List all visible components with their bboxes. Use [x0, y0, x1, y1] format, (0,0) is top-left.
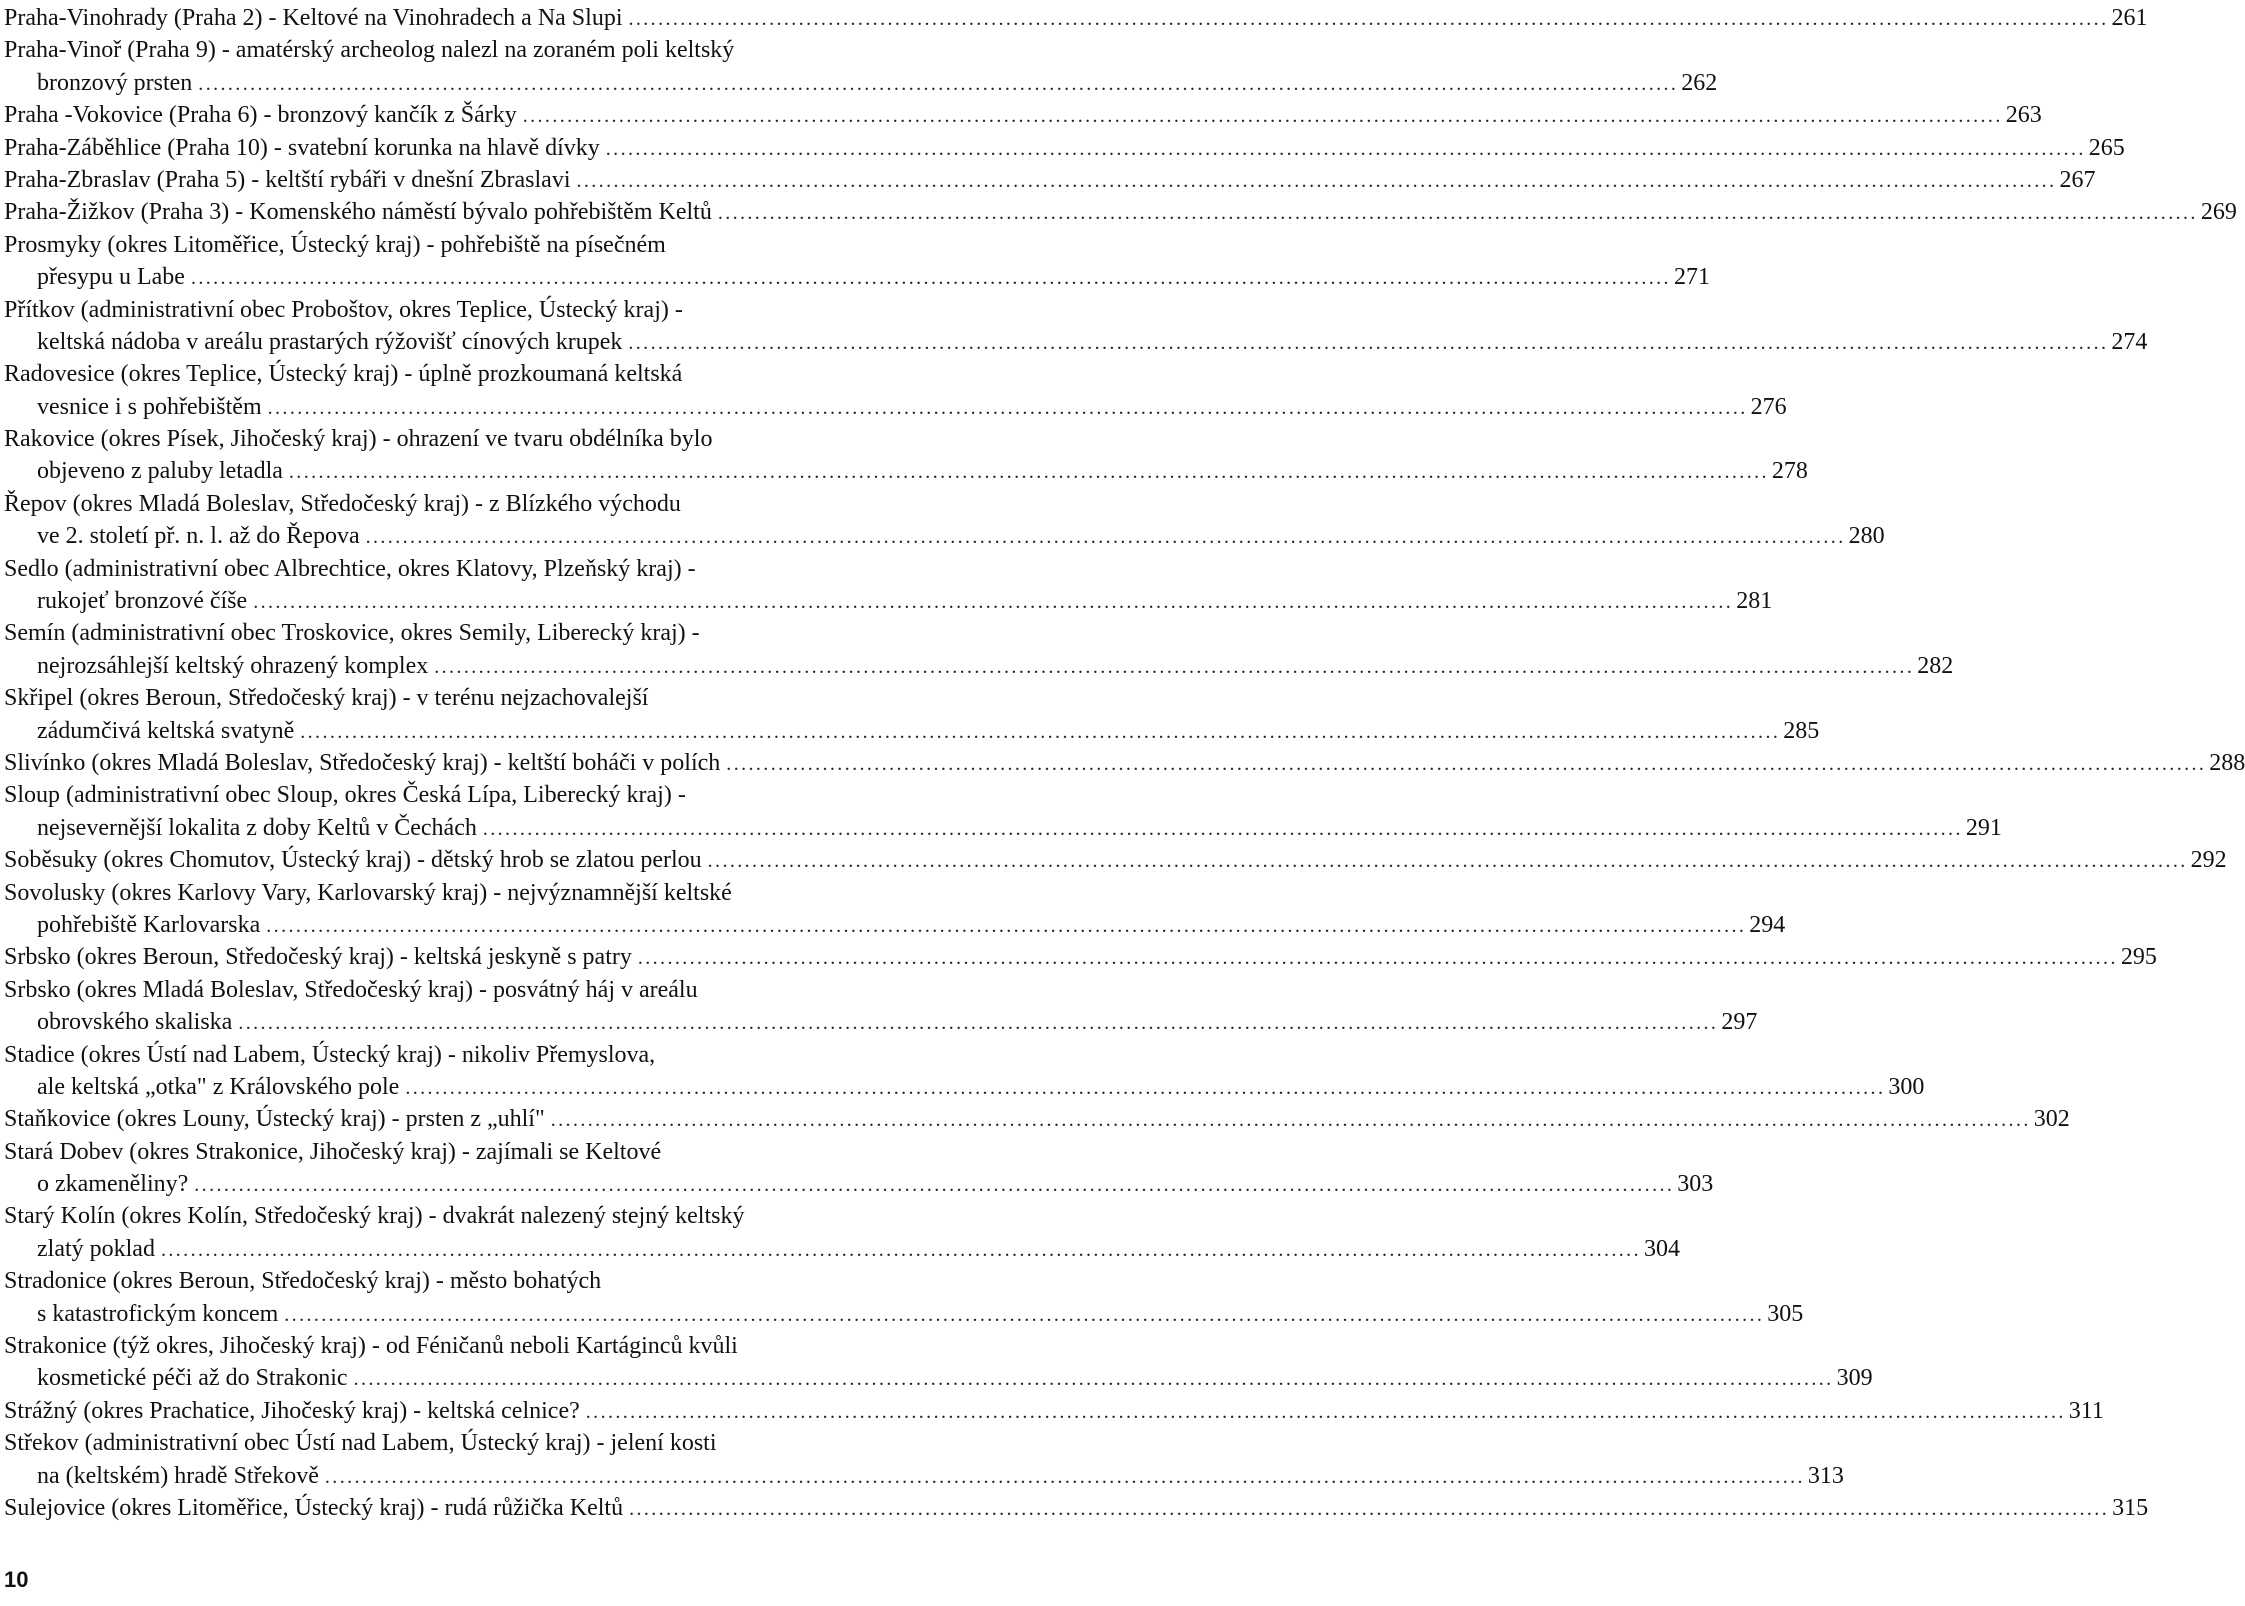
toc-entry [4, 779, 2002, 844]
toc-entry-line [4, 34, 936, 66]
dot-leader: ........................................................................................................................................................................................................ [266, 914, 1747, 937]
dot-leader: ........................................................................................................................................................................................................ [628, 331, 2109, 354]
dot-leader: ........................................................................................................................................................................................................ [288, 461, 1769, 484]
toc-entry-line [4, 844, 2227, 876]
toc-page-ref: 282 [1917, 652, 1954, 679]
table-of-contents [4, 2, 2245, 1524]
toc-entry-title: Strakonice (týž okres, Jihočeský kraj) - od Féničanů neboli Kartáginců kvůli [4, 1333, 738, 1360]
toc-entry-line [4, 715, 1820, 747]
toc-page-ref: 265 [2088, 134, 2125, 161]
toc-entry-line [4, 294, 936, 326]
toc-entry-title: vesnice i s pohřebištěm [37, 393, 262, 420]
toc-page-ref: 292 [2190, 847, 2227, 874]
toc-entry [4, 1395, 2104, 1427]
toc-entry-title: Praha-Žižkov (Praha 3) - Komenského náměstí bývalo pohřebištěm Keltů [4, 199, 712, 226]
toc-entry [4, 294, 2148, 359]
dot-leader: ........................................................................................................................................................................................................ [267, 396, 1748, 419]
toc-entry-title: Sedlo (administrativní obec Albrechtice, okres Klatovy, Plzeňský kraj) - [4, 555, 696, 582]
toc-entry-title: nejrozsáhlejší keltský ohrazený komplex [37, 652, 429, 679]
toc-entry-title: pohřebiště Karlovarska [37, 911, 261, 938]
dot-leader: ........................................................................................................................................................................................................ [522, 105, 2003, 128]
toc-entry [4, 877, 1786, 942]
toc-entry-title: přesypu u Labe [37, 264, 185, 291]
toc-entry-line [4, 164, 2096, 196]
toc-entry [4, 358, 1787, 423]
toc-page-ref: 300 [1888, 1073, 1925, 1100]
dot-leader: ........................................................................................................................................................................................................ [160, 1238, 1641, 1261]
dot-leader: ........................................................................................................................................................................................................ [365, 526, 1846, 549]
toc-entry-title: Sovolusky (okres Karlovy Vary, Karlovarský kraj) - nejvýznamnější keltské [4, 879, 732, 906]
toc-entry [4, 1492, 2149, 1524]
toc-page-ref: 263 [2005, 102, 2042, 129]
toc-entry-line [4, 1006, 1758, 1038]
toc-entry-title: Semín (administrativní obec Troskovice, okres Semily, Liberecký kraj) - [4, 620, 700, 647]
toc-page-ref: 305 [1767, 1300, 1804, 1327]
toc-entry-title: keltská nádoba v areálu prastarých rýžovišť cínových krupek [37, 328, 623, 355]
toc-entry-line [4, 358, 936, 390]
toc-entry [4, 1103, 2070, 1135]
toc-page-ref: 262 [1681, 69, 1718, 96]
toc-entry-line [4, 1427, 936, 1459]
toc-entry-line [4, 1492, 2149, 1524]
toc-entry-line [4, 1298, 1804, 1330]
toc-entry-title: Soběsuky (okres Chomutov, Ústecký kraj) - dětský hrob se zlatou perlou [4, 847, 702, 874]
toc-entry-title: bronzový prsten [37, 69, 193, 96]
toc-page-ref: 280 [1848, 523, 1885, 550]
toc-entry-line [4, 1103, 2070, 1135]
toc-entry-line [4, 1168, 1714, 1200]
dot-leader: ........................................................................................................................................................................................................ [576, 169, 2057, 192]
toc-page-ref: 269 [2200, 199, 2237, 226]
toc-entry-line [4, 391, 1787, 423]
toc-page-ref: 303 [1677, 1171, 1714, 1198]
toc-entry [4, 34, 1718, 99]
dot-leader: ........................................................................................................................................................................................................ [482, 817, 1963, 840]
toc-entry-line [4, 99, 2042, 131]
toc-entry-title: Sulejovice (okres Litoměřice, Ústecký kraj) - rudá růžička Keltů [4, 1494, 624, 1521]
toc-entry-title: Stadice (okres Ústí nad Labem, Ústecký kraj) - nikoliv Přemyslova, [4, 1041, 656, 1068]
toc-entry-line [4, 1330, 936, 1362]
toc-entry-line [4, 1039, 936, 1071]
toc-page-ref: 285 [1783, 717, 1820, 744]
toc-entry-line [4, 2, 2148, 34]
toc-entry-title: Skřipel (okres Beroun, Středočeský kraj) - v terénu nejzachovalejší [4, 685, 649, 712]
toc-entry [4, 1200, 1680, 1265]
toc-entry [4, 488, 1885, 553]
toc-page-ref: 261 [2111, 5, 2148, 31]
toc-entry-title: Rakovice (okres Písek, Jihočeský kraj) - ohrazení ve tvaru obdélníka bylo [4, 426, 713, 453]
toc-entry-title: Sloup (administrativní obec Sloup, okres Česká Lípa, Liberecký kraj) - [4, 782, 686, 809]
dot-leader: ........................................................................................................................................................................................................ [605, 137, 2086, 160]
toc-entry-line [4, 585, 1773, 617]
toc-entry-line [4, 196, 2237, 228]
toc-page-ref: 276 [1750, 393, 1787, 420]
toc-entry-line [4, 261, 1710, 293]
toc-entry-title: nejsevernější lokalita z doby Keltů v Čechách [37, 814, 477, 841]
toc-entry-line [4, 747, 2245, 779]
dot-leader: ........................................................................................................................................................................................................ [628, 8, 2109, 30]
toc-entry-title: Přítkov (administrativní obec Proboštov, okres Teplice, Ústecký kraj) - [4, 296, 683, 323]
dot-leader: ........................................................................................................................................................................................................ [434, 655, 1915, 678]
toc-entry-line [4, 132, 2125, 164]
toc-entry [4, 747, 2245, 779]
toc-entry-line [4, 520, 1885, 552]
toc-entry-line [4, 650, 1954, 682]
toc-entry-title: objeveno z paluby letadla [37, 458, 283, 485]
toc-page-ref: 313 [1807, 1462, 1844, 1489]
toc-entry-line [4, 1071, 1925, 1103]
toc-page-ref: 271 [1673, 264, 1710, 291]
toc-page-ref: 291 [1965, 814, 2002, 841]
toc-entry [4, 682, 1820, 747]
toc-entry-title: Starý Kolín (okres Kolín, Středočeský kraj) - dvakrát nalezený stejný keltský [4, 1203, 745, 1230]
toc-entry [4, 941, 2157, 973]
toc-entry [4, 196, 2237, 228]
toc-entry-title: Strážný (okres Prachatice, Jihočeský kraj) - keltská celnice? [4, 1397, 580, 1424]
toc-page-ref: 302 [2033, 1106, 2070, 1133]
toc-entry-line [4, 779, 936, 811]
toc-entry-title: Praha -Vokovice (Praha 6) - bronzový kančík z Šárky [4, 102, 517, 129]
dot-leader: ........................................................................................................................................................................................................ [253, 591, 1734, 614]
toc-page-ref: 294 [1749, 911, 1786, 938]
toc-page-ref: 309 [1836, 1365, 1873, 1392]
toc-entry-line [4, 1200, 936, 1232]
toc-entry [4, 1427, 1844, 1492]
toc-page-ref: 315 [2112, 1494, 2149, 1521]
toc-entry [4, 617, 1954, 682]
toc-page-ref: 288 [2209, 749, 2245, 776]
dot-leader: ........................................................................................................................................................................................................ [300, 720, 1781, 743]
dot-leader: ........................................................................................................................................................................................................ [198, 72, 1679, 95]
toc-page-ref: 267 [2059, 166, 2096, 193]
toc-entry-title: kosmetické péči až do Strakonic [37, 1365, 348, 1392]
toc-entry-title: o zkameněliny? [37, 1171, 189, 1198]
toc-entry [4, 974, 1758, 1039]
dot-leader: ........................................................................................................................................................................................................ [707, 850, 2188, 873]
toc-entry-title: obrovského skaliska [37, 1009, 233, 1036]
page-number: 10 [4, 1567, 29, 1592]
toc-entry-title: ve 2. století př. n. l. až do Řepova [37, 523, 360, 550]
dot-leader: ........................................................................................................................................................................................................ [717, 202, 2198, 225]
toc-entry-title: ale keltská „otka" z Královského pole [37, 1073, 400, 1100]
toc-entry [4, 1039, 1925, 1104]
dot-leader: ........................................................................................................................................................................................................ [726, 752, 2207, 775]
toc-entry-title: Srbsko (okres Beroun, Středočeský kraj) - keltská jeskyně s patry [4, 944, 632, 971]
toc-page-ref: 278 [1771, 458, 1808, 485]
dot-leader: ........................................................................................................................................................................................................ [637, 947, 2118, 970]
dot-leader: ........................................................................................................................................................................................................ [353, 1368, 1834, 1391]
toc-entry-title: Stará Dobev (okres Strakonice, Jihočeský kraj) - zajímali se Keltové [4, 1138, 662, 1165]
toc-entry-title: Slivínko (okres Mladá Boleslav, Středočeský kraj) - keltští boháči v polích [4, 749, 721, 776]
toc-entry-title: zlatý poklad [37, 1235, 155, 1262]
toc-entry-title: Staňkovice (okres Louny, Ústecký kraj) - prsten z „uhlí" [4, 1106, 545, 1133]
toc-entry-title: Praha-Zbraslav (Praha 5) - keltští rybáři v dnešní Zbraslavi [4, 166, 571, 193]
toc-entry-line [4, 229, 936, 261]
toc-entry-title: Praha-Vinohrady (Praha 2) - Keltové na Vinohradech a Na Slupi [4, 5, 623, 31]
toc-page-ref: 304 [1643, 1235, 1680, 1262]
toc-entry-line [4, 1362, 1873, 1394]
toc-page-ref: 281 [1736, 588, 1773, 615]
toc-page-ref: 295 [2120, 944, 2157, 971]
toc-entry [4, 99, 2042, 131]
toc-entry-line [4, 682, 936, 714]
toc-entry-title: s katastrofickým koncem [37, 1300, 279, 1327]
toc-entry-line [4, 455, 1808, 487]
toc-entry [4, 1136, 1714, 1201]
toc-entry [4, 844, 2227, 876]
toc-entry [4, 423, 1808, 488]
dot-leader: ........................................................................................................................................................................................................ [194, 1174, 1675, 1197]
toc-entry [4, 2, 2148, 34]
dot-leader: ........................................................................................................................................................................................................ [324, 1465, 1805, 1488]
toc-entry-line [4, 1395, 2104, 1427]
toc-entry-title: Řepov (okres Mladá Boleslav, Středočeský kraj) - z Blízkého východu [4, 490, 681, 517]
toc-entry-title: Praha-Vinoř (Praha 9) - amatérský archeolog nalezl na zoraném poli keltský [4, 37, 735, 64]
dot-leader: ........................................................................................................................................................................................................ [190, 267, 1671, 290]
toc-entry-title: rukojeť bronzové číše [37, 588, 248, 615]
toc-entry-line [4, 1233, 1680, 1265]
toc-entry [4, 1265, 1804, 1330]
toc-page-ref: 297 [1721, 1009, 1758, 1036]
toc-page-ref: 274 [2111, 328, 2148, 355]
toc-page-ref: 311 [2068, 1397, 2104, 1424]
toc-entry-line [4, 617, 936, 649]
toc-entry [4, 1330, 1873, 1395]
toc-entry-title: Stradonice (okres Beroun, Středočeský kraj) - město bohatých [4, 1268, 602, 1295]
toc-entry-title: Srbsko (okres Mladá Boleslav, Středočeský kraj) - posvátný háj v areálu [4, 976, 698, 1003]
toc-entry [4, 553, 1773, 618]
dot-leader: ........................................................................................................................................................................................................ [550, 1109, 2031, 1132]
toc-entry-title: Prosmyky (okres Litoměřice, Ústecký kraj) - pohřebiště na písečném [4, 231, 666, 258]
dot-leader: ........................................................................................................................................................................................................ [585, 1400, 2066, 1423]
toc-entry-title: zádumčivá keltská svatyně [37, 717, 295, 744]
toc-entry-line [4, 326, 2148, 358]
toc-entry-line [4, 423, 936, 455]
toc-entry-title: Praha-Záběhlice (Praha 10) - svatební korunka na hlavě dívky [4, 134, 600, 161]
toc-entry [4, 164, 2096, 196]
toc-entry-line [4, 1136, 936, 1168]
toc-entry-line [4, 553, 936, 585]
dot-leader: ........................................................................................................................................................................................................ [284, 1303, 1765, 1326]
toc-entry-line [4, 877, 936, 909]
toc-entry-line [4, 1460, 1844, 1492]
toc-entry-title: Radovesice (okres Teplice, Ústecký kraj) - úplně prozkoumaná keltská [4, 361, 683, 388]
toc-entry-line [4, 67, 1718, 99]
toc-entry-line [4, 1265, 936, 1297]
toc-entry-line [4, 488, 936, 520]
toc-entry-line [4, 909, 1786, 941]
dot-leader: ........................................................................................................................................................................................................ [405, 1076, 1886, 1099]
toc-entry-line [4, 974, 936, 1006]
dot-leader: ........................................................................................................................................................................................................ [629, 1497, 2110, 1520]
toc-entry-title: na (keltském) hradě Střekově [37, 1462, 319, 1489]
toc-entry-line [4, 941, 2157, 973]
toc-entry [4, 132, 2125, 164]
toc-entry [4, 229, 1710, 294]
toc-entry-title: Střekov (administrativní obec Ústí nad Labem, Ústecký kraj) - jelení kosti [4, 1430, 717, 1457]
dot-leader: ........................................................................................................................................................................................................ [238, 1012, 1719, 1035]
toc-entry-line [4, 812, 2002, 844]
